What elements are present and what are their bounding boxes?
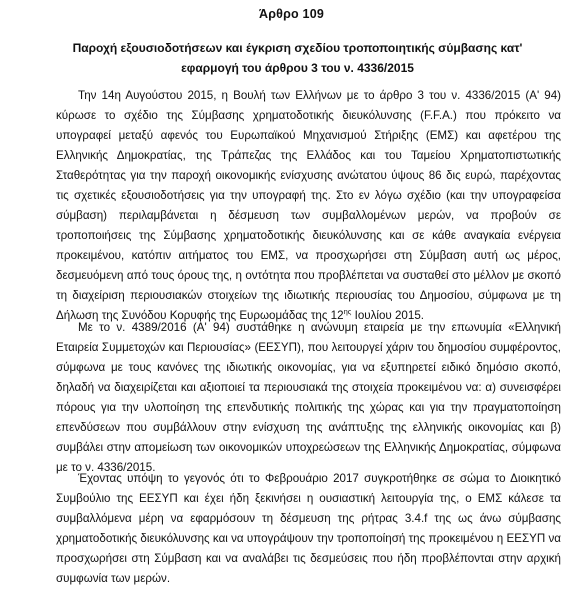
paragraph-3 bbox=[56, 469, 561, 589]
ordinal-superscript: ης bbox=[343, 307, 352, 317]
article-title: Παροχή εξουσιοδοτήσεων και έγκριση σχεδίου τροποποιητικής σύμβασης κατ' εφαρμογή του άρθρου 3 του ν. 4336/2015 bbox=[72, 41, 523, 75]
paragraph-3-text: Έχοντας υπόψη το γεγονός ότι το Φεβρουάριο 2017 συγκροτήθηκε σε σώμα το Διοικητικό Συμβούλιο της ΕΕΣΥΠ και έχει ήδη ξεκινήσει η ουσιαστική λειτουργία της, ο ΕΜΣ κάλεσε τα συμβαλλόμενα μέρη να εφαρμόσουν τη δέσμευση της ρήτρας 3.4.f της ως άνω σύμβασης χρηματοδοτικής διευκόλυνσης και να υπογράψουν την τροποποίησή της προκειμένου η ΕΕΣΥΠ να προσχωρήσει στη Σύμβαση και να αναλάβει τις δεσμεύσεις που ήδη προβλέπονται στην αρχική συμφωνία των μερών. bbox=[56, 472, 561, 585]
article-number: Άρθρο 109 bbox=[258, 7, 324, 21]
paragraph-2-text: Με το ν. 4389/2016 (Α' 94) συστάθηκε η ανώνυμη εταιρεία με την επωνυμία «Ελληνική Εταιρεία Συμμετοχών και Περιουσίας» (ΕΕΣΥΠ), που λειτουργεί χάριν του δημοσίου συμφέροντος, σύμφωνα με τους κανόνες της ιδιωτικής οικονομίας, για να εξυπηρετεί ειδικό δημόσιο σκοπό, δηλαδή να διαχειρίζεται και αξιοποιεί τα περιουσιακά της στοιχεία προκειμένου να: α) συνεισφέρει πόρους για την υλοποίηση της επενδυτικής πολιτικής της χώρας και για την πραγματοποίηση επενδύσεων που συμβάλλουν στην ενίσχυση της ανάπτυξης της ελληνικής οικονομίας και β) συμβάλει στην απομείωση των οικονομικών υποχρεώσεων της Ελληνικής Δημοκρατίας, σύμφωνα με το ν. 4336/2015. bbox=[56, 321, 561, 474]
paragraph-1-text: Την 14η Αυγούστου 2015, η Βουλή των Ελλήνων με το άρθρο 3 του ν. 4336/2015 (Α' 94) κύρωσε το σχέδιο της Σύμβασης χρηματοδοτικής διευκόλυνσης (F.F.A.) που πρόκειτο να υπογραφεί μεταξύ αφενός του Ευρωπαϊκού Μηχανισμού Στήριξης (ΕΜΣ) και αφετέρου της Ελληνικής Δημοκρατίας, της Τράπεζας της Ελλάδος και του Ταμείου Χρηματοπιστωτικής Σταθερότητας για την παροχή οικονομικής ενίσχυσης ανώτατου ύψους 86 δις ευρώ, παρέχοντας τις σχετικές εξουσιοδοτήσεις για την υπογραφή της. Στο εν λόγω σχέδιο (και την υπογραφείσα σύμβαση) περιλαμβάνεται η δέσμευση των συμβαλλομένων μερών, να προβούν σε τροποποιήσεις της Σύμβασης χρηματοδοτικής διευκόλυνσης και σε κάθε αναγκαία ενέργεια προκειμένου, κατόπιν αιτήματος του ΕΜΣ, να προσχωρήσει στη Σύμβαση αυτή ως μέρος, δεσμευόμενη από τους όρους της, η οντότητα που προβλέπεται να συσταθεί στο μέλλον με σκοπό τη διαχείριση περιουσιακών στοιχείων της ιδιωτικής περιουσίας του Δημοσίου, σύμφωνα με τη Δήλωση της Συνόδου Κορυφής της Ευρωομάδας της 12 bbox=[56, 89, 561, 322]
paragraph-1-text-end: Ιουλίου 2015. bbox=[351, 309, 425, 322]
paragraph-1 bbox=[56, 86, 561, 326]
paragraph-2 bbox=[56, 318, 561, 478]
